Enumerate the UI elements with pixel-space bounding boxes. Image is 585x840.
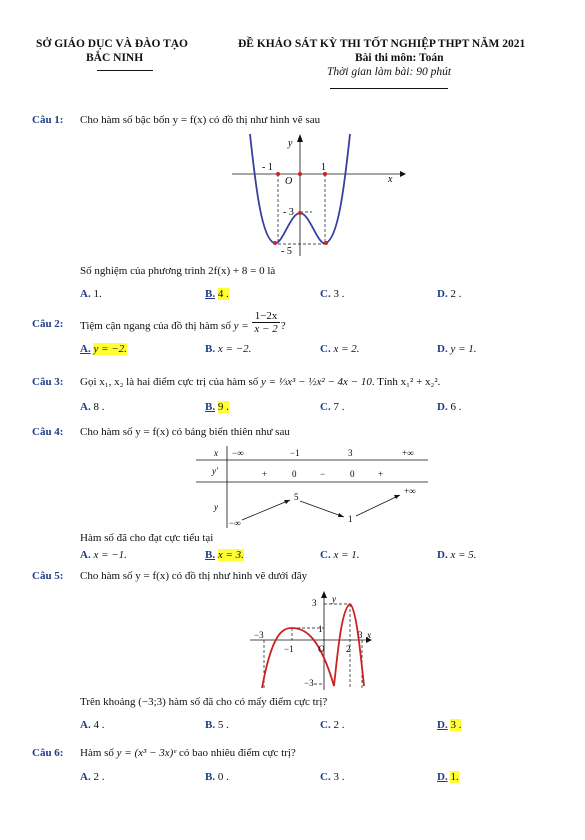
question-1-text: Cho hàm số bậc bốn y = f(x) có đồ thị như hình vẽ sau: [80, 114, 321, 126]
q6-option-b[interactable]: B. 0 .: [205, 771, 229, 783]
question-5-text: Cho hàm số y = f(x) có đồ thị như hình vẽ dưới đây: [80, 570, 308, 582]
fraction-numerator: 1−2x: [252, 310, 279, 323]
vt-x-minf: −∞: [232, 448, 244, 458]
graph1-tick-1: 1: [321, 162, 326, 173]
graph5-tick-x3: 3: [358, 630, 363, 640]
q3-option-a[interactable]: A. 8 .: [80, 401, 105, 413]
vt-x-pinf: +∞: [402, 448, 414, 458]
q1-option-b[interactable]: B. 4 .: [205, 288, 229, 300]
question-1-followup: Số nghiệm của phương trình 2f(x) + 8 = 0 là: [80, 265, 276, 277]
question-2-label: Câu 2:: [32, 318, 64, 330]
question-6-label: Câu 6:: [32, 747, 64, 759]
graph1-tick-minus1: - 1: [262, 162, 273, 173]
header-divider-right: [330, 88, 448, 89]
q1-option-c[interactable]: C. 3 .: [320, 288, 345, 300]
vt-sign-3: −: [320, 469, 326, 479]
vt-x-label: x: [214, 448, 218, 458]
vt-sign-5: +: [378, 469, 384, 479]
graph5-tick-minus1: −1: [284, 644, 294, 654]
graph1-x-label: x: [388, 174, 393, 185]
question-2-text: Tiệm cận ngang của đồ thị hàm số y = $\frac{1-2x}{x - 2}$ ?: [80, 310, 286, 335]
vt-sign-4: 0: [350, 469, 355, 479]
graph5-tick-minus3: −3: [254, 630, 264, 640]
graph1-origin: O: [285, 176, 293, 187]
vt-x-minus1: −1: [290, 448, 300, 458]
header-divider-left: [97, 70, 153, 71]
q6-option-c[interactable]: C. 3 .: [320, 771, 345, 783]
question-6-text: Hàm số y = (x³ − 3x)ᵉ có bao nhiêu điểm cực trị?: [80, 747, 296, 759]
graph5-tick-3: 3: [312, 598, 317, 608]
vt-sign-1: +: [262, 469, 268, 479]
question-3-label: Câu 3:: [32, 376, 64, 388]
question-1-graph: [228, 130, 410, 258]
question-5-graph: [248, 588, 374, 692]
variation-table: [196, 444, 432, 530]
q5-option-a[interactable]: A. 4 .: [80, 719, 105, 731]
question-1-label: Câu 1:: [32, 114, 64, 126]
graph1-y-label: y: [288, 138, 293, 149]
q4-option-c[interactable]: C. x = 1.: [320, 549, 360, 561]
graph5-tick-y-minus3: −3: [304, 678, 314, 688]
q2-option-b[interactable]: B. x = −2.: [205, 343, 252, 355]
exam-title: ĐỀ KHẢO SÁT KỲ THI TỐT NGHIỆP THPT NĂM 2021: [238, 38, 526, 50]
question-4-text: Cho hàm số y = f(x) có bảng biến thiên như sau: [80, 426, 290, 438]
graph5-y-label: y: [332, 594, 336, 604]
q6-option-d[interactable]: D. 1.: [437, 771, 459, 783]
q5-option-c[interactable]: C. 2 .: [320, 719, 345, 731]
fraction-denominator: x − 2: [254, 323, 278, 335]
q1-option-a[interactable]: A. 1.: [80, 288, 102, 300]
q5-option-d[interactable]: D. 3 .: [437, 719, 462, 731]
exam-duration: Thời gian làm bài: 90 phút: [327, 66, 452, 78]
graph5-origin: O: [318, 644, 325, 654]
q2-option-c[interactable]: C. x = 2.: [320, 343, 360, 355]
q3-option-b[interactable]: B. 9 .: [205, 401, 229, 413]
q1-option-d[interactable]: D. 2 .: [437, 288, 462, 300]
vt-y-1: 1: [348, 514, 353, 524]
question-3-text: Gọi x₁, x₂ là hai điểm cực trị của hàm số y = ⅓x³ − ½x² − 4x − 10. Tính x₁² + x₂².: [80, 376, 441, 388]
vt-y-pinf: +∞: [404, 486, 416, 496]
graph1-tick-minus3: - 3: [283, 207, 294, 218]
question-4-label: Câu 4:: [32, 426, 64, 438]
vt-yprime-label: y′: [212, 466, 218, 476]
vt-y-5: 5: [294, 492, 299, 502]
question-5-followup: Trên khoảng (−3;3) hàm số đã cho có mấy điểm cực trị?: [80, 696, 328, 708]
q4-option-d[interactable]: D. x = 5.: [437, 549, 477, 561]
vt-sign-2: 0: [292, 469, 297, 479]
department-name: SỞ GIÁO DỤC VÀ ĐÀO TẠO: [36, 38, 188, 50]
q4-option-a[interactable]: A. x = −1.: [80, 549, 127, 561]
graph5-tick-2: 2: [346, 644, 351, 654]
graph1-tick-minus5: - 5: [281, 246, 292, 257]
graph5-x-label: x: [367, 630, 371, 640]
question-4-followup: Hàm số đã cho đạt cực tiểu tại: [80, 532, 214, 544]
q5-option-b[interactable]: B. 5 .: [205, 719, 229, 731]
question-5-label: Câu 5:: [32, 570, 64, 582]
q3-option-c[interactable]: C. 7 .: [320, 401, 345, 413]
vt-y-label: y: [214, 502, 218, 512]
q3-option-d[interactable]: D. 6 .: [437, 401, 462, 413]
exam-subject: Bài thi môn: Toán: [355, 52, 444, 64]
vt-x-3: 3: [348, 448, 353, 458]
q2-option-a[interactable]: A. y = −2.: [80, 343, 127, 355]
graph5-tick-1: 1: [318, 624, 323, 634]
q4-option-b[interactable]: B. x = 3.: [205, 549, 244, 561]
vt-y-minf: −∞: [229, 518, 241, 528]
province-name: BẮC NINH: [86, 52, 144, 64]
q6-option-a[interactable]: A. 2 .: [80, 771, 105, 783]
q2-option-d[interactable]: D. y = 1.: [437, 343, 477, 355]
